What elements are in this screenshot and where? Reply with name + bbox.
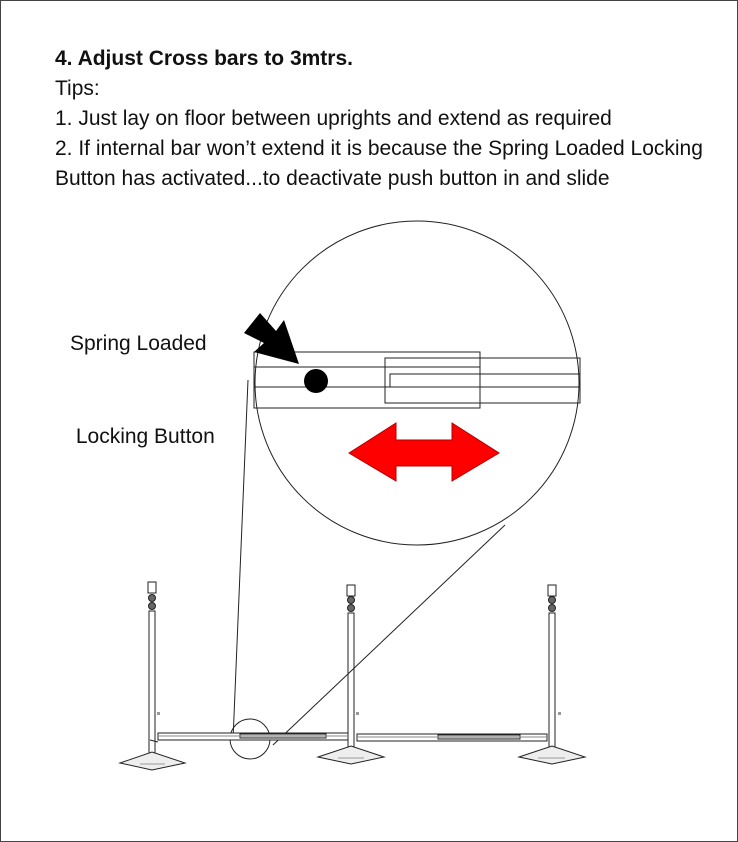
cross-bar-right (357, 734, 547, 741)
magnifier-circle (255, 221, 579, 545)
double-headed-arrow-icon (349, 423, 499, 481)
outer-tube-inner-wall (254, 367, 480, 387)
cross-bar-left (158, 733, 348, 740)
tip-1: 1. Just lay on floor between uprights and extend as required (55, 107, 612, 130)
locking-button-dot (304, 369, 328, 393)
tip-2: 2. If internal bar won’t extend it is because the Spring Loaded Locking Button has activated...to deactivate push button in and slide (55, 137, 703, 190)
magnified-tube (254, 352, 580, 408)
tips-label: Tips: (55, 77, 100, 100)
inner-bar-core (390, 374, 580, 387)
callout-line-2: Locking Button (70, 425, 215, 448)
step-heading: 4. Adjust Cross bars to 3mtrs. (55, 47, 353, 70)
leader-line-left (233, 380, 248, 740)
callout-line-1: Spring Loaded (70, 332, 207, 355)
black-arrow-icon (244, 313, 299, 364)
upright-left (120, 582, 185, 770)
inner-bar (385, 358, 580, 403)
leader-line-right (273, 525, 505, 745)
